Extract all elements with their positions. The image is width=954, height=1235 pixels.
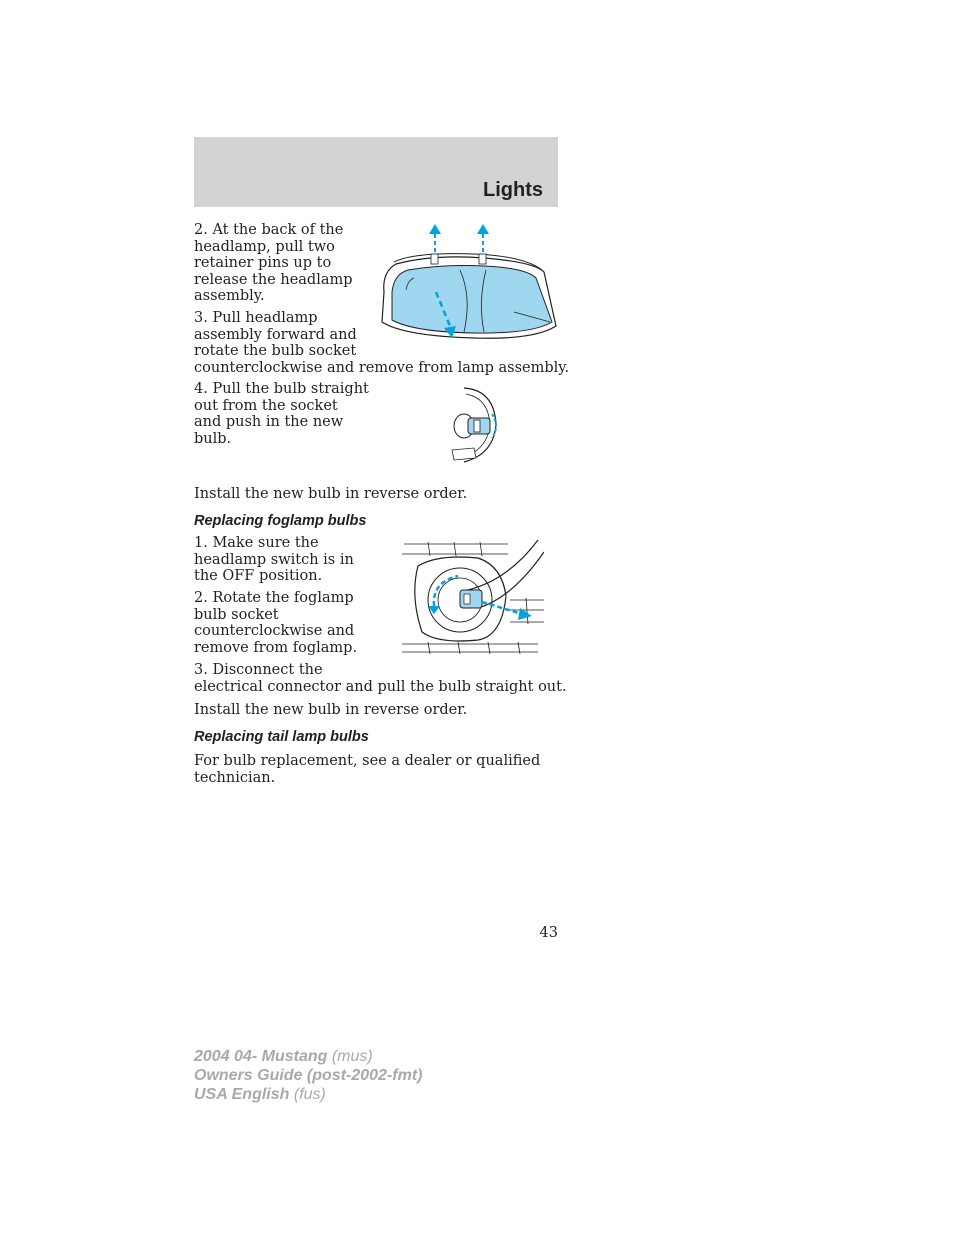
- document-footer: [194, 1047, 422, 1104]
- text-line: 2. Rotate the foglamp: [194, 590, 354, 606]
- footer-model-code: (mus): [331, 1048, 373, 1065]
- footer-language: USA English: [194, 1086, 290, 1103]
- text-line: counterclockwise and remove from lamp assembly.: [194, 359, 570, 376]
- section-title: Lights: [483, 179, 543, 201]
- bulb-socket-illustration: [444, 384, 500, 468]
- text-line: For bulb replacement, see a dealer or qualified: [194, 753, 541, 769]
- taillamp-heading: Replacing tail lamp bulbs: [194, 729, 369, 745]
- foglamp-install-note: Install the new bulb in reverse order.: [194, 702, 468, 718]
- text-line: the OFF position.: [194, 568, 323, 584]
- text-line: electrical connector and pull the bulb straight out.: [194, 678, 567, 695]
- text-line: 3. Disconnect the: [194, 662, 323, 678]
- page-number: 43: [539, 925, 558, 941]
- foglamp-step-3: [194, 662, 567, 695]
- text-line: 4. Pull the bulb straight: [194, 381, 369, 397]
- footer-line-1: [194, 1047, 422, 1066]
- text-line: 1. Make sure the: [194, 535, 319, 551]
- text-line: 3. Pull headlamp: [194, 310, 318, 326]
- foglamp-step-1: [194, 535, 354, 585]
- text-line: headlamp, pull two: [194, 238, 335, 255]
- footer-line-3: [194, 1085, 422, 1104]
- foglamp-socket-illustration: [398, 536, 544, 658]
- text-line: technician.: [194, 769, 276, 786]
- section-header-band: [194, 137, 558, 207]
- text-line: assembly forward and: [194, 326, 357, 343]
- text-line: assembly.: [194, 288, 265, 304]
- footer-language-code: (fus): [293, 1086, 326, 1103]
- headlamp-step-4: [194, 381, 369, 447]
- footer-model: 2004 04- Mustang: [194, 1048, 328, 1065]
- text-line: remove from foglamp.: [194, 639, 358, 656]
- text-line: rotate the bulb socket: [194, 343, 357, 359]
- text-line: retainer pins up to: [194, 255, 332, 271]
- foglamp-step-2: [194, 590, 357, 656]
- taillamp-body: [194, 753, 540, 786]
- text-line: release the headlamp: [194, 271, 353, 288]
- footer-guide-type: Owners Guide (post-2002-fmt): [194, 1067, 423, 1084]
- headlamp-step-2: [194, 222, 353, 305]
- text-line: headlamp switch is in: [194, 551, 354, 568]
- text-line: out from the socket: [194, 397, 338, 414]
- text-line: 2. At the back of the: [194, 222, 344, 238]
- text-line: and push in the new: [194, 414, 344, 430]
- text-line: bulb socket: [194, 606, 279, 623]
- text-line: bulb.: [194, 430, 232, 447]
- footer-line-2: [194, 1066, 422, 1085]
- headlamp-install-note: Install the new bulb in reverse order.: [194, 486, 468, 502]
- text-line: counterclockwise and: [194, 623, 355, 639]
- foglamp-heading: Replacing foglamp bulbs: [194, 513, 367, 529]
- headlamp-assembly-illustration: [374, 222, 558, 346]
